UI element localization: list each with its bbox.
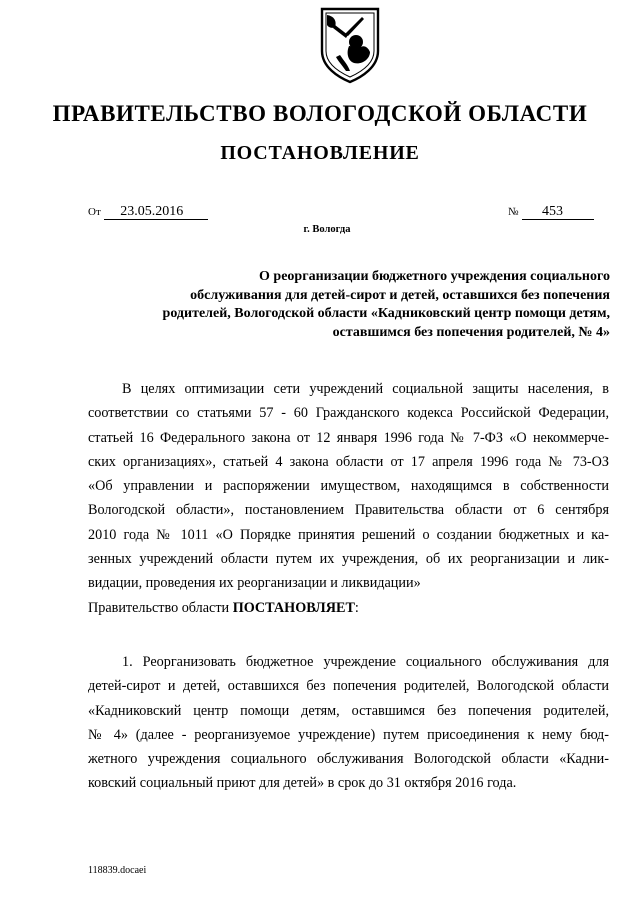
city-line: г. Вологда (303, 224, 351, 235)
resolves-keyword: ПОСТАНОВЛЯЕТ (232, 599, 355, 616)
number-line (508, 204, 594, 220)
subject-line: обслуживания для детей-сирот и детей, оставшихся без попечения (190, 287, 610, 303)
resolves-line (88, 596, 609, 620)
preamble-line: Вологодской области», постановлением Правительства области от 6 сентября (88, 502, 609, 519)
file-id: 118839.docaei (88, 865, 147, 876)
subject-line: оставшимся без попечения родителей, № 4» (332, 324, 610, 340)
preamble-line: видации, проведения их реорганизации и ликвидации» (88, 575, 421, 592)
date-prefix: От (88, 206, 101, 218)
preamble-line: В целях оптимизации сети учреждений социальной защиты населения, в (122, 381, 609, 397)
clause1-line: жетного учреждения социального обслуживания Вологодской области «Кадни- (88, 751, 609, 768)
preamble-line: 2010 года № 1011 «О Порядке принятия решений о создании бюджетных и ка- (88, 526, 609, 543)
government-title: ПРАВИТЕЛЬСТВО ВОЛОГОДСКОЙ ОБЛАСТИ (52, 101, 588, 126)
resolves-suffix: : (354, 599, 359, 616)
clause1-line: № 4» (далее - реорганизуемое учреждение) путем присоединения к нему бюд- (88, 726, 609, 743)
preamble-line: соответствии со статьями 57 - 60 Гражданского кодекса Российской Федерации, (88, 405, 609, 422)
preamble-line: зенных учреждений области путем их учреждения, об их реорганизации и лик- (88, 551, 609, 568)
subject-line: О реорганизации бюджетного учреждения социального (259, 269, 610, 284)
number-prefix: № (508, 206, 519, 218)
clause1-line: детей-сирот и детей, оставшихся без попечения родителей, Вологодской области (88, 678, 609, 695)
paragraph-gap (88, 620, 609, 650)
document-type: ПОСТАНОВЛЕНИЕ (220, 142, 420, 164)
preamble-line: статьей 16 Федерального закона от 12 января 1996 года № 7-ФЗ «О некоммерче- (88, 429, 609, 446)
resolves-prefix: Правительство области (88, 599, 233, 616)
preamble-line: «Об управлении и распоряжении имуществом, находящимся в собственности (88, 478, 609, 495)
subject-line: родителей, Вологодской области «Кадниковский центр помощи детям, (162, 306, 610, 321)
document-body (88, 377, 609, 796)
document-subject (100, 268, 610, 342)
preamble-line: ских организациях», статьей 4 закона области от 17 апреля 1996 года № 73-ОЗ (88, 453, 609, 470)
clause1-line: «Кадниковский центр помощи детям, оставшимся без попечения родителей, (88, 702, 609, 719)
number-value: 453 (522, 204, 594, 220)
clause1-line: 1. Реорганизовать бюджетное учреждение социального обслуживания для (122, 653, 609, 670)
clause1-line: ковский социальный приют для детей» в срок до 31 октября 2016 года. (88, 775, 517, 792)
vologda-coat-of-arms-icon (318, 5, 382, 85)
date-line (88, 204, 208, 220)
date-value: 23.05.2016 (104, 204, 208, 220)
